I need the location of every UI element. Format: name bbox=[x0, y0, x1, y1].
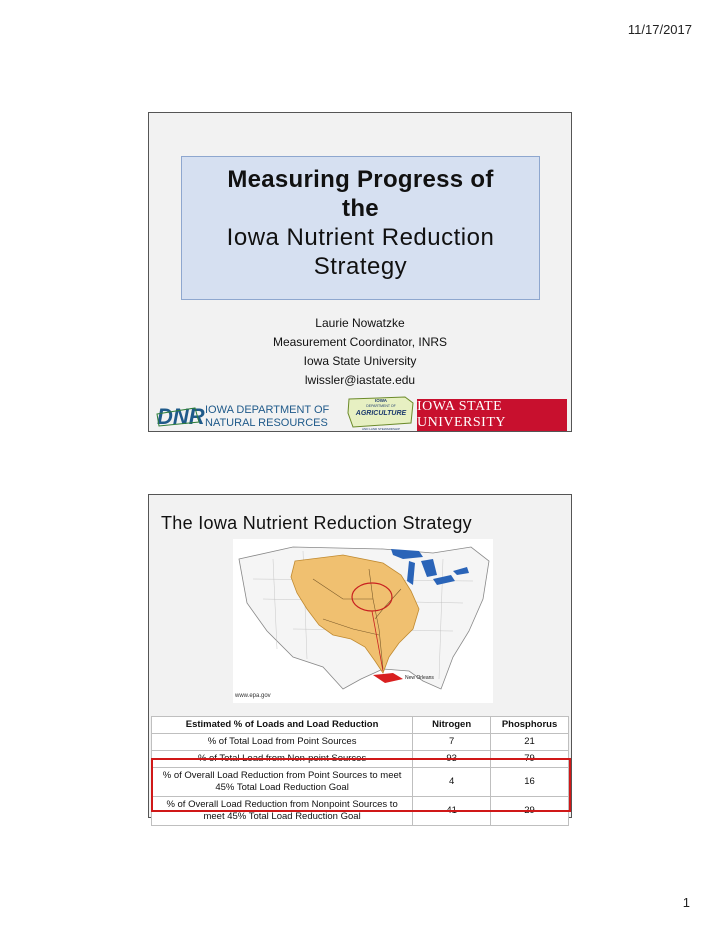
iowa-state-university-logo: IOWA STATE UNIVERSITY bbox=[417, 399, 567, 431]
iowa-agriculture-logo bbox=[345, 393, 417, 433]
dnr-text-line2: NATURAL RESOURCES bbox=[205, 417, 328, 429]
table-cell: 93 bbox=[413, 751, 491, 768]
page-number: 1 bbox=[682, 895, 690, 910]
table-cell: 7 bbox=[413, 734, 491, 751]
table-cell: % of Overall Load Reduction from Point Sources to meet 45% Total Load Reduction Goal bbox=[152, 768, 413, 797]
table-cell: 29 bbox=[491, 797, 569, 826]
table-cell: 21 bbox=[491, 734, 569, 751]
table-cell: 41 bbox=[413, 797, 491, 826]
table-header-cell: Phosphorus bbox=[491, 717, 569, 734]
ag-top-line1: IOWA bbox=[375, 398, 387, 403]
presenter-email[interactable]: lwissler@iastate.edu bbox=[304, 373, 416, 387]
mississippi-basin-map bbox=[233, 539, 493, 703]
presenter-name: Laurie Nowatzke bbox=[315, 316, 405, 330]
map-credit: www.epa.gov bbox=[235, 693, 271, 699]
dnr-text-line1: IOWA DEPARTMENT OF bbox=[205, 404, 330, 416]
table-row bbox=[152, 768, 569, 797]
table-cell: % of Total Load from Point Sources bbox=[152, 734, 413, 751]
strategy-slide bbox=[148, 494, 572, 822]
iowa-dnr-logo bbox=[155, 400, 331, 430]
title-line-3: Iowa Nutrient Reduction bbox=[226, 224, 495, 251]
table-header-cell: Nitrogen bbox=[413, 717, 491, 734]
dnr-mark: DNR bbox=[157, 404, 205, 429]
title-box bbox=[181, 156, 540, 300]
slide-date: 11/17/2017 bbox=[627, 22, 692, 37]
ag-top-line2: DEPARTMENT OF bbox=[366, 404, 396, 408]
table-cell: 79 bbox=[491, 751, 569, 768]
table-cell: 4 bbox=[413, 768, 491, 797]
presenter-institution: Iowa State University bbox=[303, 354, 417, 368]
map-city-label: New Orleans bbox=[405, 675, 434, 681]
title-line-4: Strategy bbox=[313, 253, 408, 280]
table-cell: % of Total Load from Non-point Sources bbox=[152, 751, 413, 768]
title-line-1: Measuring Progress of bbox=[227, 166, 494, 193]
table-header-row bbox=[152, 717, 569, 734]
ag-main: AGRICULTURE bbox=[355, 410, 407, 417]
table-row bbox=[152, 734, 569, 751]
table-cell: % of Overall Load Reduction from Nonpoint Sources to meet 45% Total Load Reduction Goal bbox=[152, 797, 413, 826]
load-reduction-table bbox=[151, 716, 569, 826]
slide-title: The Iowa Nutrient Reduction Strategy bbox=[161, 513, 472, 533]
table-row bbox=[152, 797, 569, 826]
table-header-cell: Estimated % of Loads and Load Reduction bbox=[152, 717, 413, 734]
presenter-role: Measurement Coordinator, INRS bbox=[272, 335, 448, 349]
title-slide bbox=[148, 112, 572, 432]
ag-bottom: AND LAND STEWARDSHIP bbox=[362, 427, 400, 431]
table-row bbox=[152, 751, 569, 768]
title-line-2: the bbox=[342, 195, 379, 222]
table-cell: 16 bbox=[491, 768, 569, 797]
